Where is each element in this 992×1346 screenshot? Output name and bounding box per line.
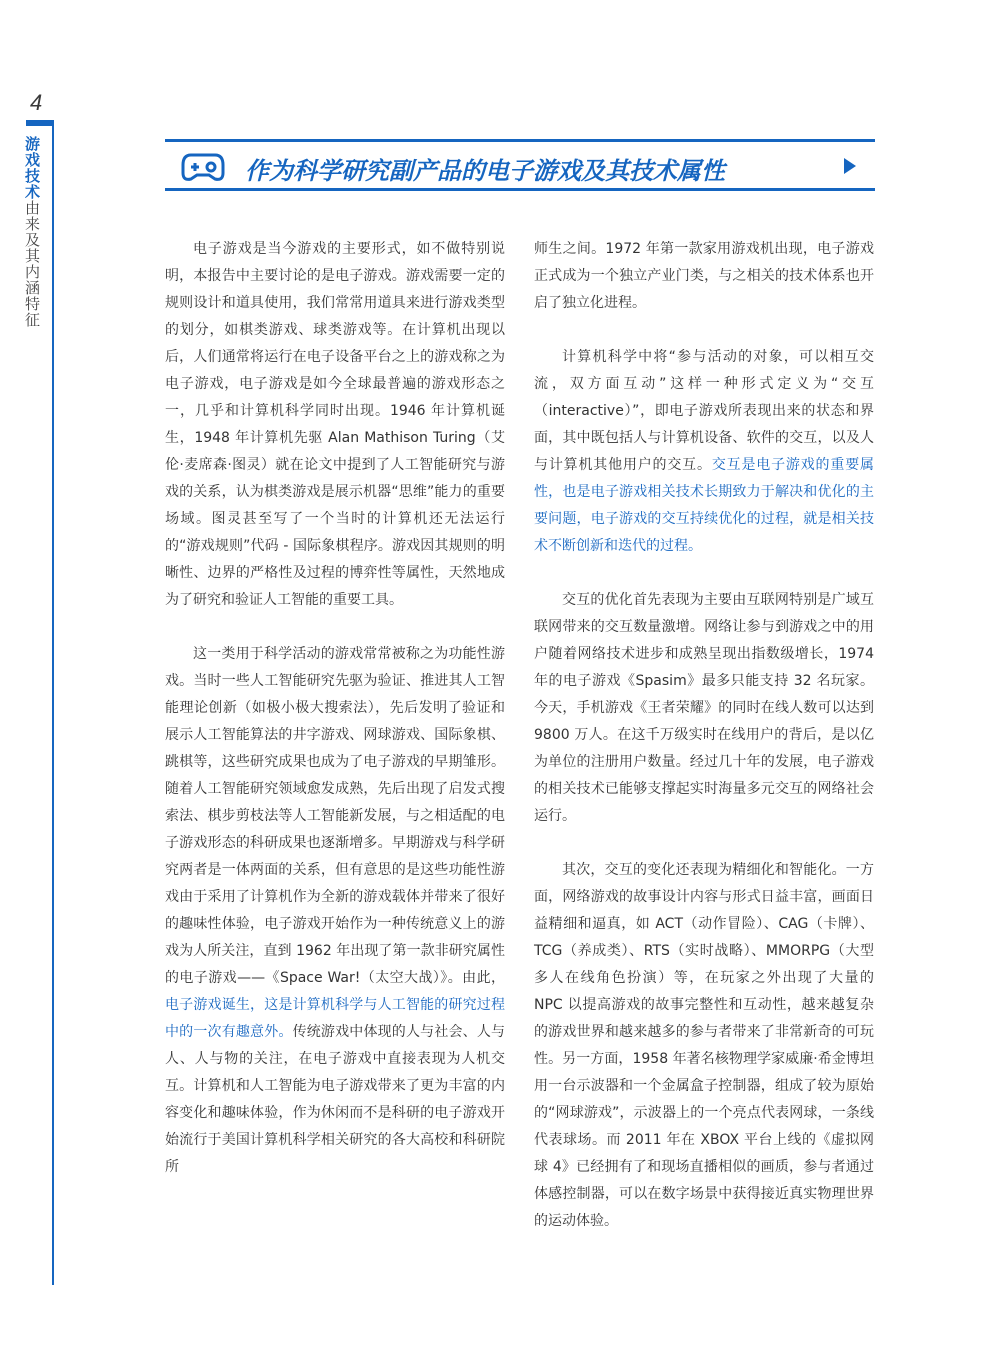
section-header: [165, 139, 875, 191]
running-section-title: [24, 136, 40, 328]
section-title: 作为科学研究副产品的电子游戏及其技术属性: [245, 157, 725, 185]
highlighted-text: 电子游戏诞生，这是计算机科学与人工智能的研究过程中的一次有趣意外。: [165, 997, 505, 1040]
highlighted-text: 交互是电子游戏的重要属性，也是电子游戏相关技术长期致力于解决和优化的主要问题，电子游戏的交互持续优化的过程，就是相关技术不断创新和迭代的过程。: [534, 457, 875, 554]
paragraph: [165, 641, 505, 1181]
paragraph-text: 计算机科学中将“参与活动的对象，可以相互交流，双方面互动”这样一种形式定义为“交互（interactive）”，即电子游戏所表现出来的状态和界面，其中既包括人与计算机设备、软件的交互，以及人与计算机其他用户的交互。: [534, 349, 874, 473]
gamepad-icon: [181, 151, 225, 187]
side-accent-bar: [26, 120, 52, 126]
right-column: [534, 236, 874, 1262]
side-rule: [52, 120, 54, 1285]
running-title-sub: 由来及其内涵特征: [23, 200, 41, 328]
triangle-right-icon: [843, 157, 857, 179]
left-column: [165, 236, 505, 1208]
paragraph-continued: 师生之间。1972 年第一款家用游戏机出现，电子游戏正式成为一个独立产业门类，与之相关的技术体系也开启了独立化进程。: [534, 241, 874, 311]
paragraph: 其次，交互的变化还表现为精细化和智能化。一方面，网络游戏的故事设计内容与形式日益丰富，画面日益精细和逼真，如 ACT（动作冒险）、CAG（卡牌）、TCG（养成类）、RTS（实时战略）、MMORPG（大型多人在线角色扮演）等，在玩家之外出现了大量的 NPC 以提高游戏的故事完整性和互动性，越来越复杂的游戏世界和越来越多的参与者带来了非常新奇的可玩性。另一方面，1958 年著名核物理学家威廉·希金博坦用一台示波器和一个金属盒子控制器，组成了较为原始的“网球游戏”，示波器上的一个亮点代表网球，一条线代表球场。而 2011 年在 XBOX 平台上线的《虚拟网球 4》已经拥有了和现场直播相似的画质，参与者通过体感控制器，可以在数字场景中获得接近真实物理世界的运动体验。: [534, 862, 874, 1229]
paragraph: 电子游戏是当今游戏的主要形式，如不做特别说明，本报告中主要讨论的是电子游戏。游戏需要一定的规则设计和道具使用，我们常常用道具来进行游戏类型的划分，如棋类游戏、球类游戏等。在计算机出现以后，人们通常将运行在电子设备平台之上的游戏称之为电子游戏，电子游戏是如今全球最普遍的游戏形态之一，几乎和计算机科学同时出现。1946 年计算机诞生，1948 年计算机先驱 Alan Mathison Turing（艾伦·麦席森·图灵）就在论文中提到了人工智能研究与游戏的关系，认为棋类游戏是展示机器“思维”能力的重要场域。图灵甚至写了一个当时的计算机还无法运行的“游戏规则”代码 - 国际象棋程序。游戏因其规则的明晰性、边界的严格性及过程的博弈性等属性，天然地成为了研究和验证人工智能的重要工具。: [165, 241, 505, 608]
running-title-main: 游戏技术: [23, 136, 41, 200]
paragraph-text: 传统游戏中体现的人与社会、人与人、人与物的关注，在电子游戏中直接表现为人机交互。计算机和人工智能为电子游戏带来了更为丰富的内容变化和趣味体验，作为休闲而不是科研的电子游戏开始流行于美国计算机科学相关研究的各大高校和科研院所: [165, 1024, 506, 1175]
page-number: 4: [30, 90, 43, 115]
paragraph-text: 这一类用于科学活动的游戏常常被称之为功能性游戏。当时一些人工智能研究先驱为验证、推进其人工智能理论创新（如极小极大搜索法），先后发明了验证和展示人工智能算法的井字游戏、网球游戏、国际象棋、跳棋等，这些研究成果也成为了电子游戏的早期雏形。随着人工智能研究领域愈发成熟，先后出现了启发式搜索法、棋步剪枝法等人工智能新发展，与之相适配的电子游戏形态的科研成果也逐渐增多。早期游戏与科学研究两者是一体两面的关系，但有意思的是这些功能性游戏由于采用了计算机作为全新的游戏载体并带来了很好的趣味性体验，电子游戏开始作为一种传统意义上的游戏为人所关注，直到 1962 年出现了第一款非研究属性的电子游戏——《Space War!（太空大战）》。由此，: [165, 646, 505, 986]
paragraph: 交互的优化首先表现为主要由互联网特别是广域互联网带来的交互数量激增。网络让参与到游戏之中的用户随着网络技术进步和成熟呈现出指数级增长，1974 年的电子游戏《Spasim》最多只能支持 32 名玩家。今天，手机游戏《王者荣耀》的同时在线人数可以达到 9800 万人。在这千万级实时在线用户的背后，是以亿为单位的注册用户数量。经过几十年的发展，电子游戏的相关技术已能够支撑起实时海量多元交互的网络社会运行。: [534, 592, 874, 824]
paragraph: [534, 344, 874, 560]
